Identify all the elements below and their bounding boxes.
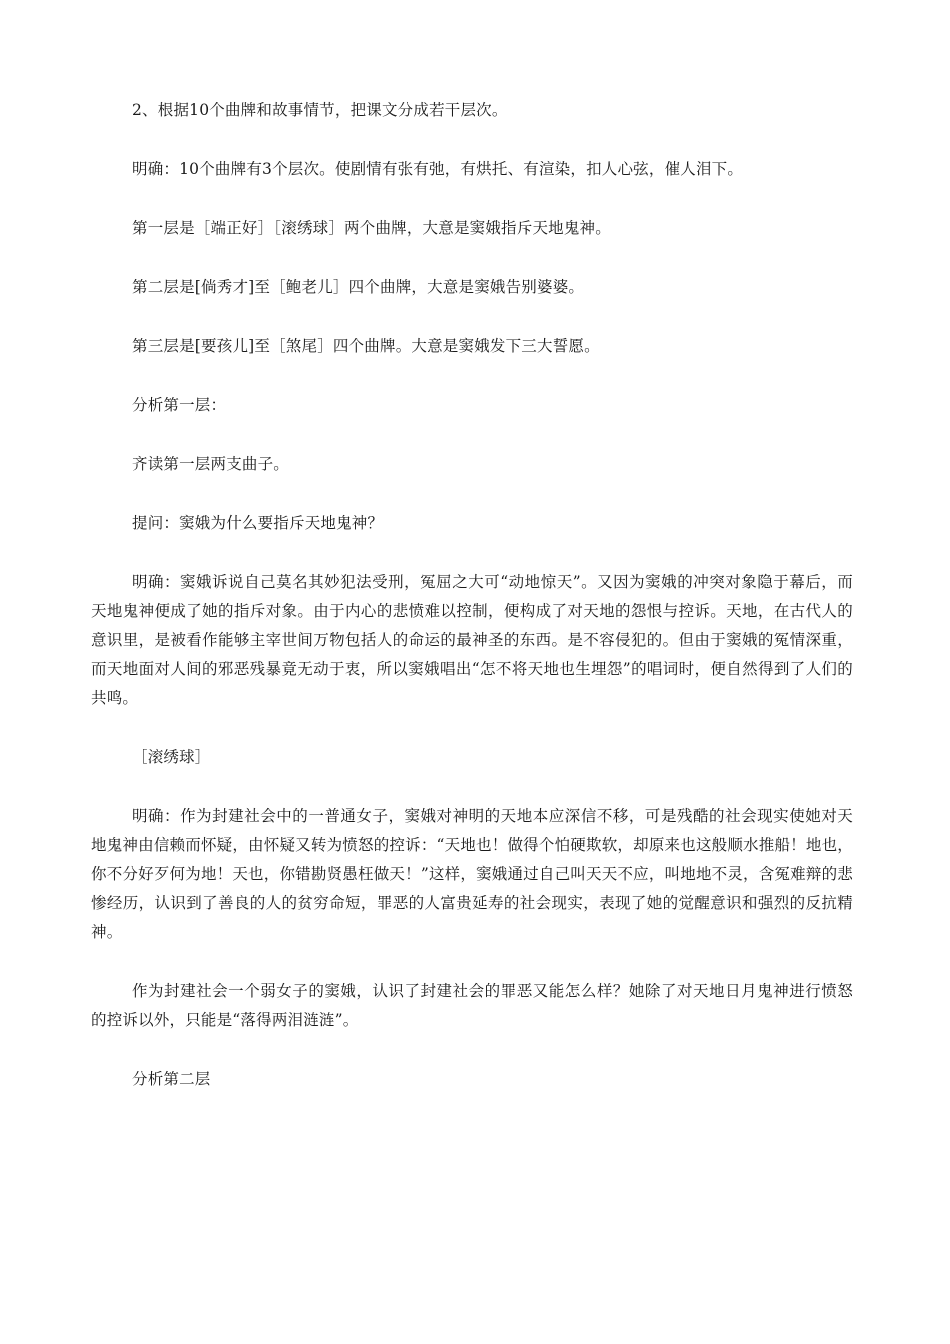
paragraph-layer-two: 第二层是[倘秀才]至［鲍老儿］四个曲牌，大意是窦娥告别婆婆。 xyxy=(132,278,585,296)
document-body xyxy=(91,96,853,1094)
heading-analyze-layer-two: 分析第二层 xyxy=(132,1070,211,1088)
paragraph-gunxiuqiu-title: ［滚绣球］ xyxy=(132,748,211,766)
paragraph-read-aloud: 齐读第一层两支曲子。 xyxy=(132,455,290,473)
paragraph-answer-gunxiuqiu: 明确：作为封建社会中的一普通女子，窦娥对神明的天地本应深信不移，可是残酷的社会现实使她对天地鬼神由信赖而怀疑，由怀疑又转为愤怒的控诉：“天地也！做得个怕硬欺软，却原来也这般顺水推船！地也，你不分好歹何为地！天也，你错勘贤愚枉做天！”这样，窦娥通过自己叫天天不应，叫地地不灵，含冤难辩的悲惨经历，认识到了善良的人的贫穷命短，罪恶的人富贵延寿的社会现实，表现了她的觉醒意识和强烈的反抗精神。 xyxy=(91,807,853,941)
paragraph-answer-accusation: 明确：窦娥诉说自己莫名其妙犯法受刑，冤屈之大可“动地惊天”。又因为窦娥的冲突对象隐于幕后，而天地鬼神便成了她的指斥对象。由于内心的悲愤难以控制，便构成了对天地的怨恨与控诉。天地，在古代人的意识里，是被看作能够主宰世间万物包括人的命运的最神圣的东西。是不容侵犯的。但由于窦娥的冤情深重，而天地面对人间的邪恶残暴竟无动于衷，所以窦娥唱出“怎不将天地也生埋怨”的唱词时，便自然得到了人们的共鸣。 xyxy=(91,573,853,707)
paragraph-task-2: 2、根据10个曲牌和故事情节，把课文分成若干层次。 xyxy=(132,101,508,119)
paragraph-layer-three: 第三层是[要孩儿]至［煞尾］四个曲牌。大意是窦娥发下三大誓愿。 xyxy=(132,337,600,355)
paragraph-question: 提问：窦娥为什么要指斥天地鬼神？ xyxy=(132,514,384,532)
paragraph-layer-one: 第一层是［端正好］［滚绣球］两个曲牌，大意是窦娥指斥天地鬼神。 xyxy=(132,219,611,237)
paragraph-answer-layers: 明确：10个曲牌有3个层次。使剧情有张有弛，有烘托、有渲染，扣人心弦，催人泪下。 xyxy=(132,160,744,178)
heading-analyze-layer-one: 分析第一层： xyxy=(132,396,227,414)
paragraph-weak-woman: 作为封建社会一个弱女子的窦娥，认识了封建社会的罪恶又能怎么样？她除了对天地日月鬼神进行愤怒的控诉以外，只能是“落得两泪涟涟”。 xyxy=(91,982,853,1029)
